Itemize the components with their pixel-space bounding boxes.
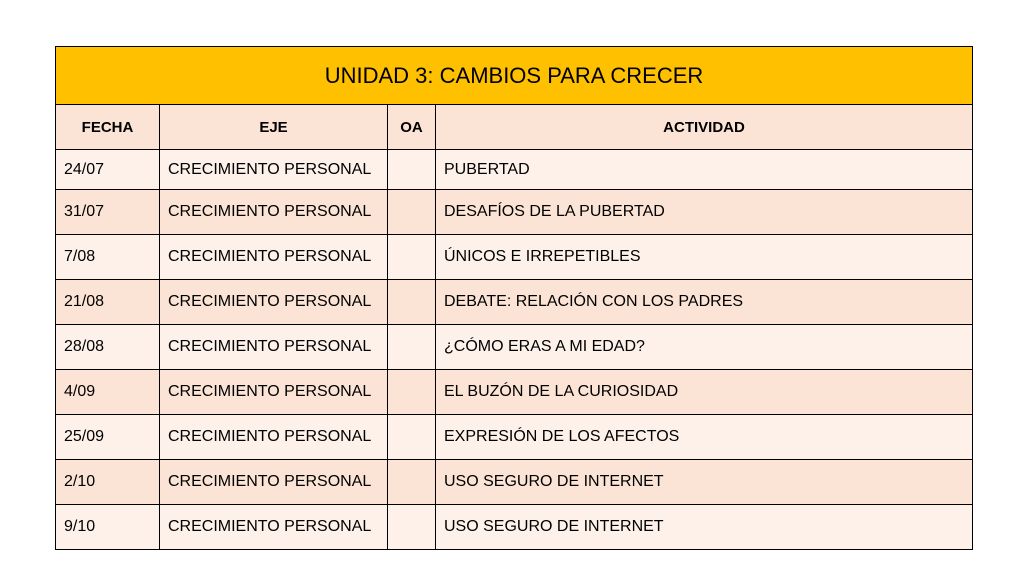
column-header-eje: EJE (160, 105, 388, 150)
cell-fecha: 4/09 (56, 370, 160, 415)
cell-actividad: ¿CÓMO ERAS A MI EDAD? (436, 325, 973, 370)
table-row (56, 370, 973, 415)
cell-fecha: 28/08 (56, 325, 160, 370)
cell-oa (388, 415, 436, 460)
cell-fecha: 2/10 (56, 460, 160, 505)
cell-fecha: 31/07 (56, 190, 160, 235)
table-row (56, 190, 973, 235)
cell-actividad: PUBERTAD (436, 150, 973, 190)
table-row (56, 150, 973, 190)
cell-fecha: 21/08 (56, 280, 160, 325)
cell-actividad: USO SEGURO DE INTERNET (436, 460, 973, 505)
cell-oa (388, 505, 436, 550)
cell-actividad: EXPRESIÓN DE LOS AFECTOS (436, 415, 973, 460)
cell-oa (388, 190, 436, 235)
column-header-oa: OA (388, 105, 436, 150)
cell-oa (388, 150, 436, 190)
column-header-actividad: ACTIVIDAD (436, 105, 973, 150)
column-header-fecha: FECHA (56, 105, 160, 150)
schedule-table (55, 46, 973, 550)
cell-eje: CRECIMIENTO PERSONAL (160, 505, 388, 550)
cell-fecha: 7/08 (56, 235, 160, 280)
cell-oa (388, 280, 436, 325)
table-row (56, 325, 973, 370)
cell-eje: CRECIMIENTO PERSONAL (160, 235, 388, 280)
cell-fecha: 9/10 (56, 505, 160, 550)
cell-actividad: USO SEGURO DE INTERNET (436, 505, 973, 550)
cell-actividad: DEBATE: RELACIÓN CON LOS PADRES (436, 280, 973, 325)
cell-oa (388, 370, 436, 415)
table-title: UNIDAD 3: CAMBIOS PARA CRECER (56, 47, 973, 105)
cell-fecha: 24/07 (56, 150, 160, 190)
cell-oa (388, 460, 436, 505)
cell-eje: CRECIMIENTO PERSONAL (160, 415, 388, 460)
cell-actividad: ÚNICOS E IRREPETIBLES (436, 235, 973, 280)
cell-eje: CRECIMIENTO PERSONAL (160, 280, 388, 325)
title-row (56, 47, 973, 105)
cell-actividad: DESAFÍOS DE LA PUBERTAD (436, 190, 973, 235)
cell-oa (388, 235, 436, 280)
header-row (56, 105, 973, 150)
cell-actividad: EL BUZÓN DE LA CURIOSIDAD (436, 370, 973, 415)
table-row (56, 280, 973, 325)
table-row (56, 415, 973, 460)
cell-oa (388, 325, 436, 370)
table-row (56, 460, 973, 505)
table-row (56, 505, 973, 550)
cell-eje: CRECIMIENTO PERSONAL (160, 460, 388, 505)
cell-eje: CRECIMIENTO PERSONAL (160, 325, 388, 370)
cell-eje: CRECIMIENTO PERSONAL (160, 150, 388, 190)
cell-eje: CRECIMIENTO PERSONAL (160, 370, 388, 415)
table-row (56, 235, 973, 280)
cell-eje: CRECIMIENTO PERSONAL (160, 190, 388, 235)
cell-fecha: 25/09 (56, 415, 160, 460)
